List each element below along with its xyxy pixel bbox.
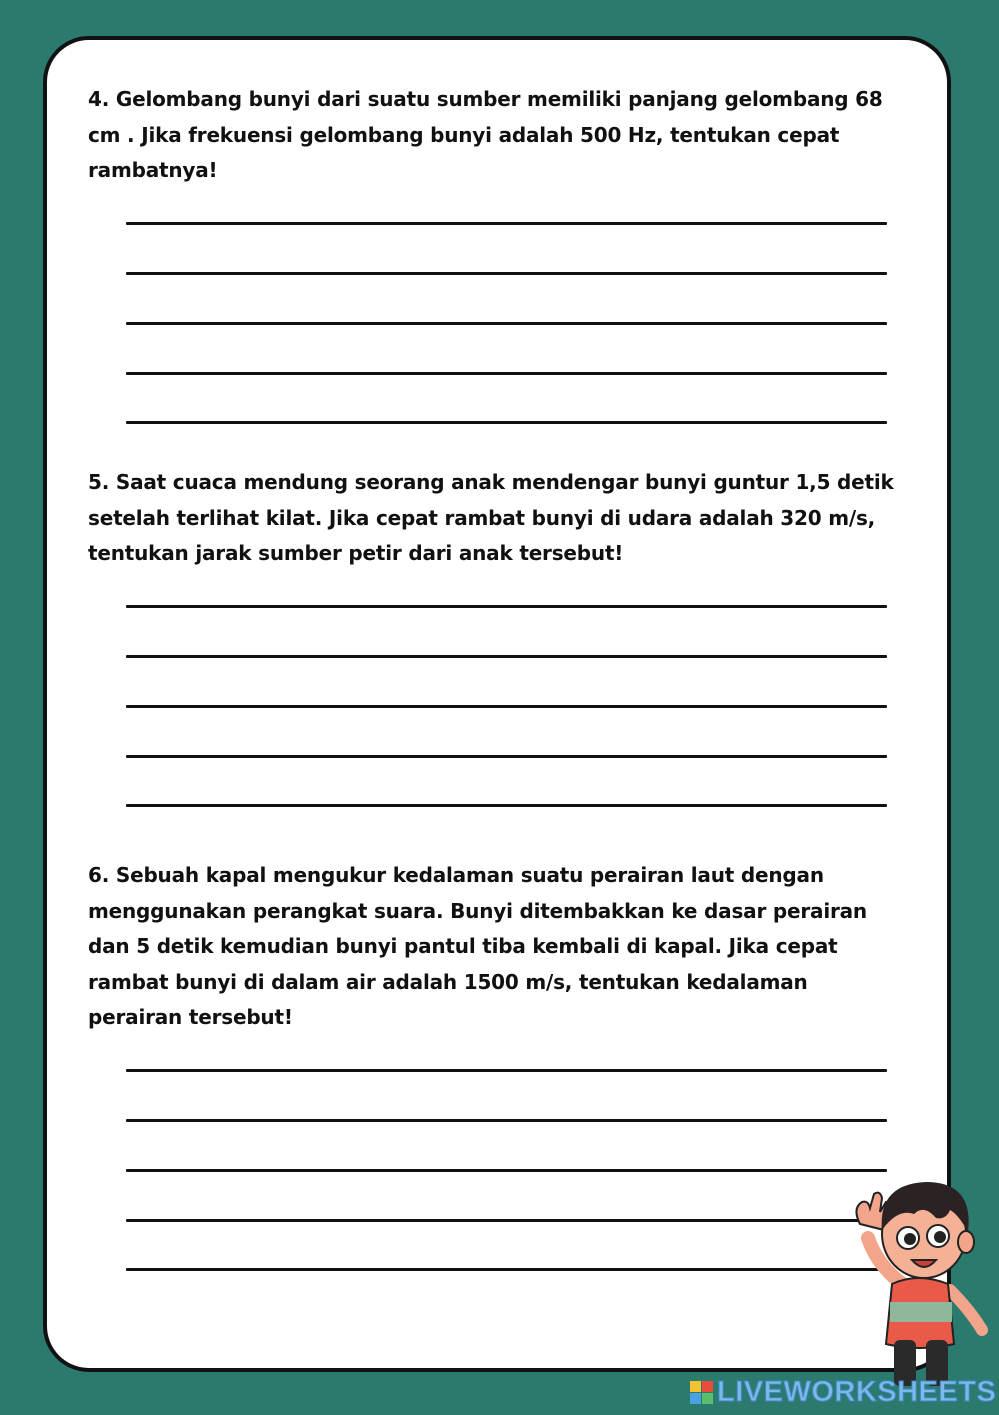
brand-name: LIVEWORKSHEETS (717, 1375, 997, 1408)
answer-line-q6-1[interactable] (126, 1069, 887, 1072)
answer-line-q4-4[interactable] (126, 372, 887, 375)
question-4: 4. Gelombang bunyi dari suatu sumber memiliki panjang gelombang 68 cm . Jika frekuensi gelombang bunyi adalah 500 Hz, tentukan cepat rambatnya! (88, 87, 883, 182)
answer-line-q6-4[interactable] (126, 1219, 887, 1222)
waving-boy-illustration (842, 1172, 992, 1392)
answer-line-q4-3[interactable] (126, 322, 887, 325)
answer-line-q5-4[interactable] (126, 755, 887, 758)
answer-line-q4-1[interactable] (126, 222, 887, 225)
answer-line-q4-5[interactable] (126, 421, 887, 424)
answer-line-q4-2[interactable] (126, 272, 887, 275)
question-6: 6. Sebuah kapal mengukur kedalaman suatu perairan laut dengan menggunakan perangkat suara. Bunyi ditembakkan ke dasar perairan dan 5 detik kemudian bunyi pantul tiba kembali di kapal. Jika cepat rambat bunyi di dalam air adalah 1500 m/s, tentukan kedalaman perairan tersebut! (88, 863, 867, 1029)
answer-line-q5-3[interactable] (126, 705, 887, 708)
question-5: 5. Saat cuaca mendung seorang anak mendengar bunyi guntur 1,5 detik setelah terlihat kilat. Jika cepat rambat bunyi di udara adalah 320 m/s, tentukan jarak sumber petir dari anak tersebut! (88, 470, 894, 565)
liveworksheets-logo-icon (690, 1381, 713, 1404)
answer-line-q6-3[interactable] (126, 1169, 887, 1172)
answer-line-q5-5[interactable] (126, 804, 887, 807)
liveworksheets-brand[interactable] (690, 1376, 996, 1408)
answer-line-q5-1[interactable] (126, 605, 887, 608)
answer-line-q5-2[interactable] (126, 655, 887, 658)
answer-line-q6-5[interactable] (126, 1268, 887, 1271)
answer-line-q6-2[interactable] (126, 1119, 887, 1122)
